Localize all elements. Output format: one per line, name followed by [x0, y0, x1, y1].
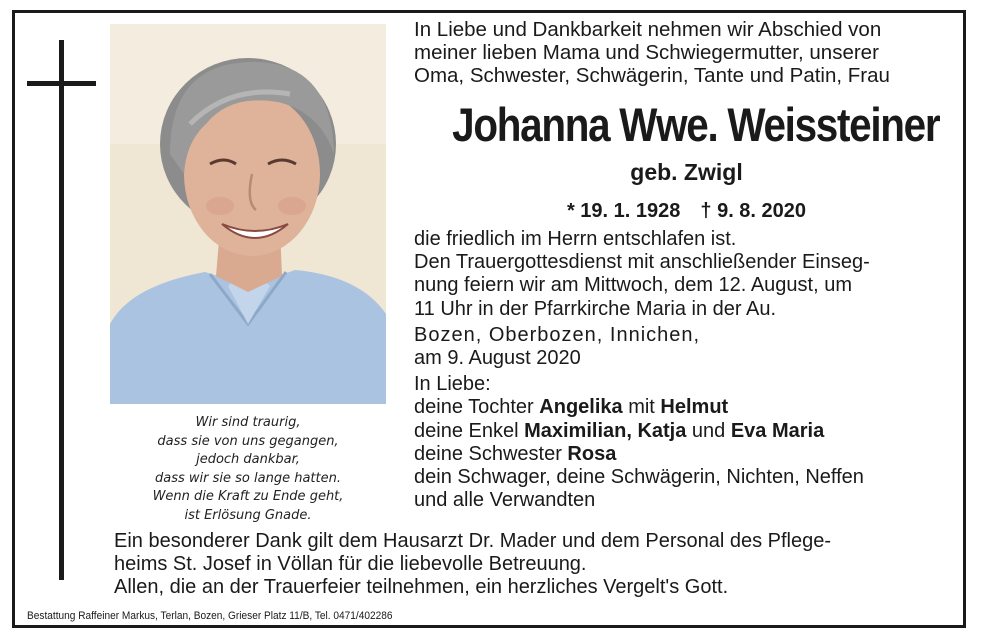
mourner-text: deine Schwester: [414, 442, 568, 465]
portrait-photo: [110, 24, 386, 404]
place-line: Bozen, Oberbozen, Innichen,: [414, 323, 701, 346]
funeral-line: nung feiern wir am Mittwoch, dem 12. August, um: [414, 274, 852, 297]
funeral-line: Den Trauergottesdienst mit anschließender Einseg-: [414, 251, 870, 274]
cross-icon: [59, 40, 64, 580]
mourners-intro: In Liebe:: [414, 373, 491, 396]
cross-icon-bar: [27, 81, 96, 86]
mourner-text: deine Tochter: [414, 396, 540, 419]
mourner-grandchildren: [414, 420, 959, 443]
mourner-text: und: [686, 419, 731, 442]
poem-line: Wenn die Kraft zu Ende geht,: [152, 489, 344, 504]
intro-line: In Liebe und Dankbarkeit nehmen wir Abschied von: [414, 18, 882, 41]
thanks-section: [114, 530, 964, 600]
poem: [110, 414, 386, 525]
poem-line: dass sie von uns gegangen,: [157, 433, 339, 449]
maiden-name: geb. Zwigl: [630, 159, 743, 185]
mourner-name: Helmut: [660, 396, 729, 419]
date-line: am 9. August 2020: [414, 347, 581, 370]
mourner-text: deine Enkel: [414, 419, 525, 442]
funeral-home-footer: Bestattung Raffeiner Markus, Terlan, Bozen, Grieser Platz 11/B, Tel. 0471/402286: [27, 610, 393, 622]
birth-date: * 19. 1. 1928: [566, 200, 681, 222]
thanks-line: Ein besonderer Dank gilt dem Hausarzt Dr. Mader und dem Personal des Pflege-: [114, 530, 832, 552]
deceased-name: Johanna Wwe. Weissteiner: [452, 98, 940, 151]
thanks-line: heims St. Josef in Völlan für die liebevolle Betreuung.: [114, 553, 587, 576]
mourner-daughter: [414, 396, 959, 419]
death-date: † 9. 8. 2020: [700, 200, 807, 222]
mourner-inlaws: dein Schwager, deine Schwägerin, Nichten, Neffen: [414, 466, 864, 489]
poem-line: dass wir sie so lange hatten.: [155, 470, 341, 486]
intro-line: meiner lieben Mama und Schwiegermutter, unserer: [414, 41, 879, 64]
mourner-text: mit: [622, 396, 661, 419]
mourner-sister: [414, 443, 959, 466]
funeral-line: 11 Uhr in der Pfarrkirche Maria in der Au.: [414, 297, 777, 320]
intro-text: [414, 18, 959, 87]
mourner-name: Rosa: [567, 442, 617, 465]
mourner-name: Angelika: [539, 396, 623, 419]
mourner-relatives: und alle Verwandten: [414, 489, 596, 512]
intro-line: Oma, Schwester, Schwägerin, Tante und Patin, Frau: [414, 64, 890, 87]
thanks-line: Allen, die an der Trauerfeier teilnehmen, ein herzliches Vergelt's Gott.: [114, 576, 729, 599]
mourner-name: Eva Maria: [730, 419, 825, 442]
poem-line: jedoch dankbar,: [196, 452, 300, 467]
obituary-body: [414, 228, 959, 512]
passed-line: die friedlich im Herrn entschlafen ist.: [414, 228, 737, 250]
poem-line: Wir sind traurig,: [195, 415, 301, 430]
mourner-name: Maximilian, Katja: [524, 419, 687, 442]
life-dates: [414, 198, 959, 224]
poem-line: ist Erlösung Gnade.: [184, 507, 312, 523]
